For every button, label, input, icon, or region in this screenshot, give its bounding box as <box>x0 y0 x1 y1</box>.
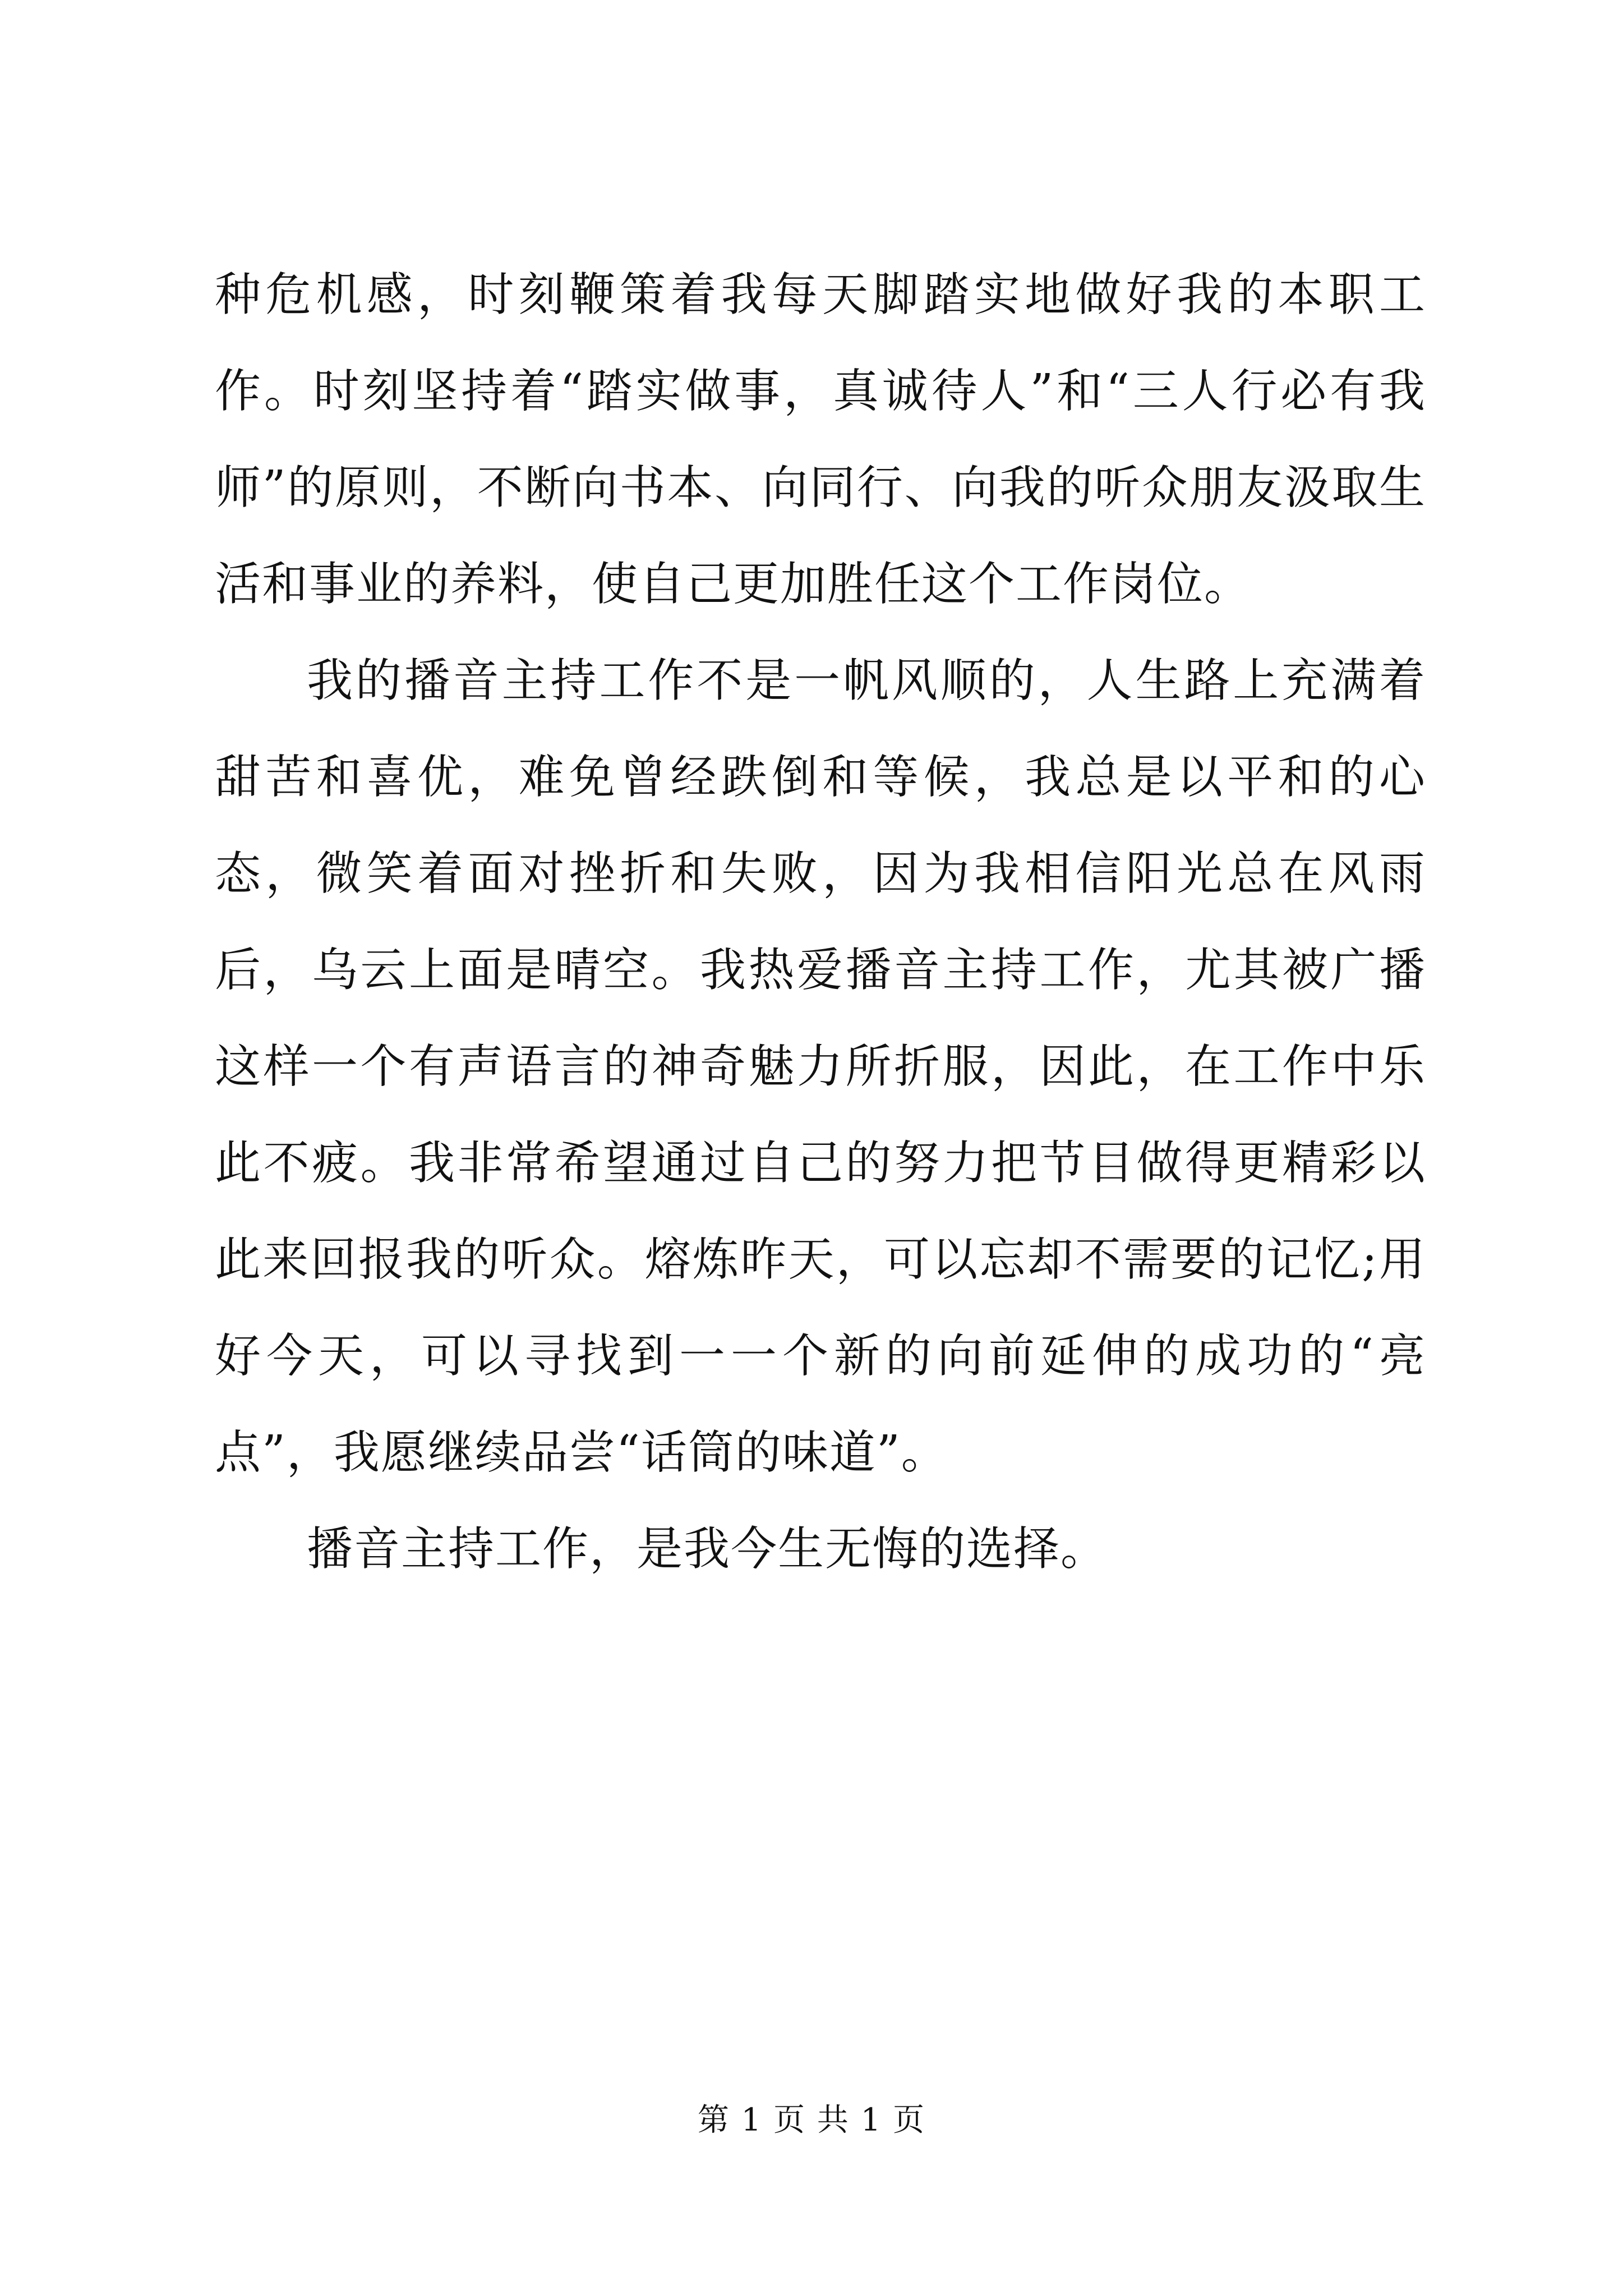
paragraph-3: 播音主持工作，是我今生无悔的选择。 <box>307 1522 1108 1576</box>
page-footer <box>0 2098 1623 2143</box>
page-number-label: 第 1 页 共 1 页 <box>697 2102 926 2138</box>
paragraph-2: 我的播音主持工作不是一帆风顺的，人生路上充满着甜苦和喜优，难免曾经跌倒和等候，我总是以平和的心态，微笑着面对挫折和失败，因为我相信阳光总在风雨后，乌云上面是晴空。我热爱播音主持工作，尤其被广播这样一个有声语言的神奇魅力所折服，因此，在工作中乐此不疲。我非常希望通过自己的努力把节目做得更精彩以此来回报我的听众。熔炼昨天，可以忘却不需要的记忆;用好今天，可以寻找到一一个新的向前延伸的成功的“亮点”，我愿继续品尝“话筒的味道”。 <box>215 654 1426 1479</box>
document-body <box>215 247 1426 1598</box>
paragraph-1: 种危机感，时刻鞭策着我每天脚踏实地做好我的本职工作。时刻坚持着“踏实做事，真诚待人”和“三人行必有我师”的原则，不断向书本、向同行、向我的听众朋友汲取生活和事业的养料，使自己更加胜任这个工作岗位。 <box>215 268 1426 611</box>
